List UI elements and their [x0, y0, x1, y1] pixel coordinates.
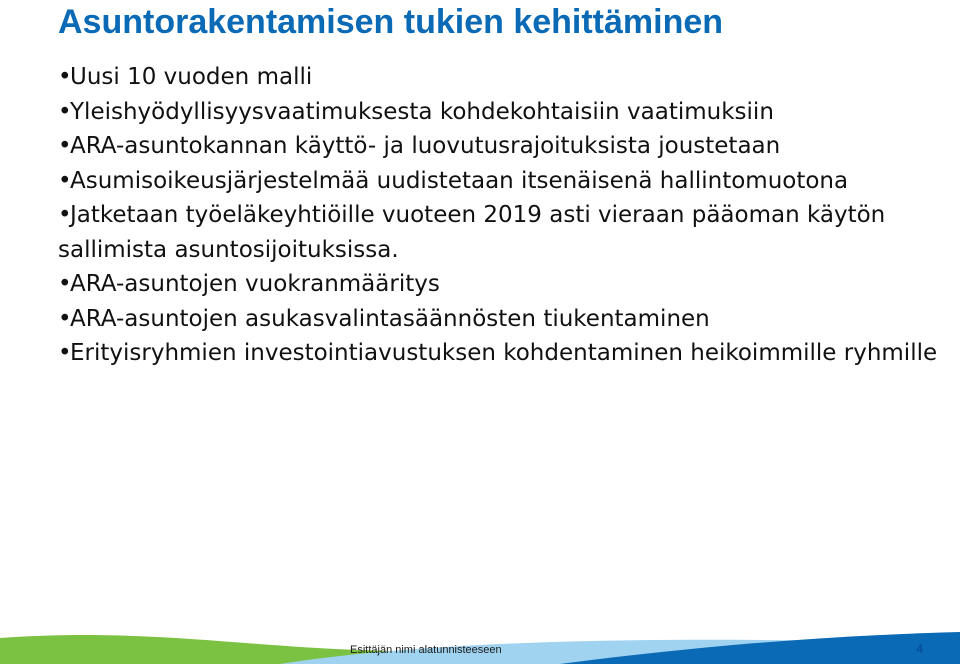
bullet-text: Uusi 10 vuoden malli	[70, 64, 313, 90]
bullet-list	[58, 60, 938, 371]
bullet-item	[58, 267, 938, 302]
footer-decoration	[0, 624, 960, 664]
bullet-glyph: •	[58, 340, 72, 366]
bullet-text: ARA-asuntojen asukasvalintasäännösten tiukentaminen	[70, 305, 710, 332]
bullet-glyph: •	[58, 167, 72, 194]
bullet-text: Jatketaan työeläkeyhtiöille vuoteen 2019 asti vieraan pääoman käytön sallimista asuntosijoituksissa.	[58, 202, 886, 263]
bullet-item	[58, 60, 938, 95]
bullet-glyph: •	[58, 202, 72, 228]
bullet-text: ARA-asuntojen vuokranmääritys	[70, 271, 440, 297]
bullet-glyph: •	[58, 98, 72, 125]
bullet-glyph: •	[58, 271, 72, 297]
bullet-item	[58, 95, 938, 130]
bullet-item	[58, 302, 938, 337]
bullet-text: ARA-asuntokannan käyttö- ja luovutusrajoituksista joustetaan	[70, 133, 781, 159]
bullet-item	[58, 164, 938, 199]
bullet-text: Erityisryhmien investointiavustuksen kohdentaminen heikoimmille ryhmille	[70, 340, 938, 366]
bullet-glyph: •	[58, 133, 72, 159]
bullet-item	[58, 129, 938, 164]
bullet-text: Yleishyödyllisyysvaatimuksesta kohdekohtaisiin vaatimuksiin	[70, 98, 774, 125]
bullet-text: Asumisoikeusjärjestelmää uudistetaan itsenäisenä hallintomuotona	[70, 167, 849, 194]
bullet-glyph: •	[58, 64, 72, 90]
slide-title: Asuntorakentamisen tukien kehittäminen	[58, 3, 724, 41]
bullet-item	[58, 336, 938, 371]
footer-text: Esittäjän nimi alatunnisteeseen	[350, 644, 502, 656]
bullet-item	[58, 198, 938, 267]
bullet-glyph: •	[58, 305, 72, 332]
page-number: 4	[916, 642, 923, 656]
